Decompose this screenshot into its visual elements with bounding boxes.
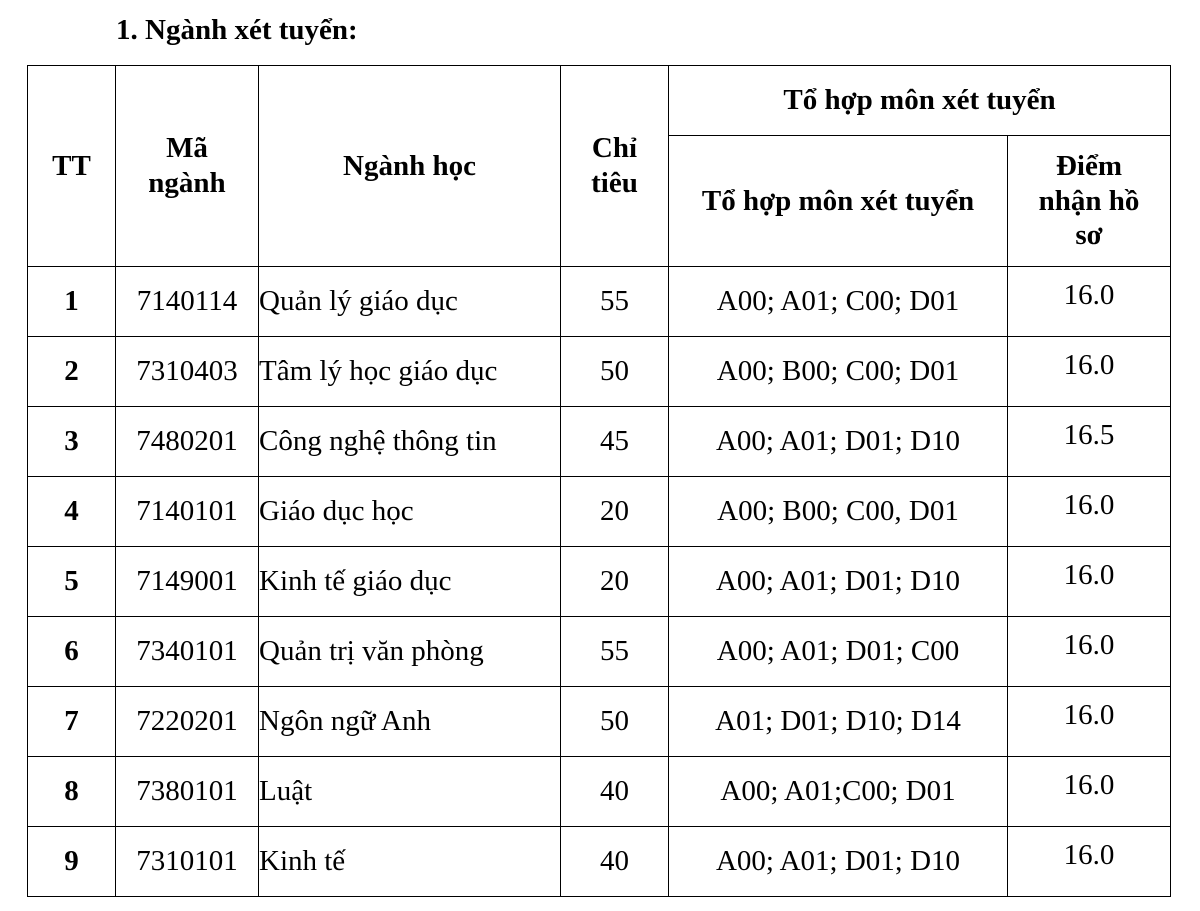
min-score bbox=[1008, 477, 1171, 547]
major-name bbox=[259, 267, 561, 337]
quota-text: 40 bbox=[600, 845, 629, 878]
subject-combos bbox=[669, 547, 1008, 617]
major-name bbox=[259, 617, 561, 687]
header-major-code-text: Mã ngành bbox=[148, 132, 226, 199]
major-name bbox=[259, 337, 561, 407]
quota-text: 45 bbox=[600, 425, 629, 458]
min-score bbox=[1008, 547, 1171, 617]
min-score-text: 16.0 bbox=[1063, 699, 1115, 732]
quota bbox=[561, 617, 669, 687]
major-code-text: 7480201 bbox=[136, 425, 238, 458]
row-number bbox=[28, 407, 116, 477]
major-code bbox=[116, 687, 259, 757]
row-number-text: 7 bbox=[64, 705, 79, 738]
table-row bbox=[28, 477, 1171, 547]
table-row bbox=[28, 407, 1171, 477]
major-code bbox=[116, 407, 259, 477]
major-name-text: Giáo dục học bbox=[259, 495, 414, 528]
subject-combos-text: A00; A01; D01; D10 bbox=[715, 425, 961, 458]
subject-combos-text: A00; B00; C00, D01 bbox=[717, 495, 959, 528]
row-number bbox=[28, 617, 116, 687]
header-major-code bbox=[116, 66, 259, 267]
major-name bbox=[259, 757, 561, 827]
major-code bbox=[116, 617, 259, 687]
major-code-text: 7310101 bbox=[136, 845, 238, 878]
major-name bbox=[259, 407, 561, 477]
major-name-text: Luật bbox=[259, 775, 313, 808]
major-name-text: Tâm lý học giáo dục bbox=[259, 355, 498, 388]
header-quota bbox=[561, 66, 669, 267]
subject-combos bbox=[669, 617, 1008, 687]
row-number-text: 2 bbox=[64, 355, 79, 388]
major-name-text: Kinh tế bbox=[259, 845, 346, 878]
row-number-text: 5 bbox=[64, 565, 79, 598]
header-combos: Tổ hợp môn xét tuyển bbox=[669, 136, 1008, 267]
subject-combos-text: A00; A01; C00; D01 bbox=[716, 285, 960, 318]
quota-text: 20 bbox=[600, 495, 629, 528]
major-name-text: Quản trị văn phòng bbox=[259, 635, 484, 668]
row-number bbox=[28, 477, 116, 547]
header-row-1 bbox=[28, 66, 1171, 136]
table-row bbox=[28, 267, 1171, 337]
min-score-text: 16.0 bbox=[1063, 629, 1115, 662]
header-min-score-text: Điểm nhận hồ sơ bbox=[1038, 149, 1140, 252]
min-score-text: 16.0 bbox=[1063, 349, 1115, 382]
min-score-text: 16.0 bbox=[1063, 279, 1115, 312]
min-score-text: 16.0 bbox=[1063, 839, 1115, 872]
table-row bbox=[28, 617, 1171, 687]
quota-text: 20 bbox=[600, 565, 629, 598]
major-code-text: 7140114 bbox=[136, 285, 238, 318]
quota-text: 50 bbox=[600, 355, 629, 388]
table-row bbox=[28, 687, 1171, 757]
subject-combos-text: A00; A01; D01; C00 bbox=[716, 635, 960, 668]
subject-combos bbox=[669, 337, 1008, 407]
quota-text: 40 bbox=[600, 775, 629, 808]
section-heading: 1. Ngành xét tuyển: bbox=[116, 14, 358, 46]
min-score bbox=[1008, 267, 1171, 337]
header-quota-text: Chỉ tiêu bbox=[591, 132, 638, 199]
subject-combos-text: A00; B00; C00; D01 bbox=[716, 355, 960, 388]
min-score-text: 16.0 bbox=[1063, 769, 1115, 802]
min-score-text: 16.0 bbox=[1063, 489, 1115, 522]
subject-combos bbox=[669, 267, 1008, 337]
subject-combos bbox=[669, 687, 1008, 757]
row-number bbox=[28, 267, 116, 337]
quota-text: 55 bbox=[600, 635, 629, 668]
table-row bbox=[28, 827, 1171, 897]
major-code-text: 7380101 bbox=[136, 775, 238, 808]
admission-majors-table bbox=[27, 65, 1171, 897]
row-number-text: 9 bbox=[64, 845, 79, 878]
major-name-text: Quản lý giáo dục bbox=[259, 285, 458, 318]
min-score bbox=[1008, 617, 1171, 687]
major-code bbox=[116, 477, 259, 547]
min-score-text: 16.0 bbox=[1063, 559, 1115, 592]
min-score bbox=[1008, 407, 1171, 477]
quota-text: 50 bbox=[600, 705, 629, 738]
subject-combos-text: A00; A01;C00; D01 bbox=[720, 775, 956, 808]
major-code-text: 7140101 bbox=[136, 495, 238, 528]
quota bbox=[561, 827, 669, 897]
quota bbox=[561, 267, 669, 337]
subject-combos-text: A00; A01; D01; D10 bbox=[715, 845, 961, 878]
table-row bbox=[28, 757, 1171, 827]
major-name bbox=[259, 477, 561, 547]
row-number-text: 1 bbox=[64, 285, 79, 318]
row-number-text: 8 bbox=[64, 775, 79, 808]
major-code-text: 7149001 bbox=[136, 565, 238, 598]
row-number bbox=[28, 547, 116, 617]
min-score bbox=[1008, 827, 1171, 897]
min-score bbox=[1008, 687, 1171, 757]
min-score bbox=[1008, 757, 1171, 827]
major-code-text: 7340101 bbox=[136, 635, 238, 668]
major-code bbox=[116, 267, 259, 337]
row-number bbox=[28, 757, 116, 827]
row-number bbox=[28, 827, 116, 897]
major-code bbox=[116, 337, 259, 407]
major-name-text: Công nghệ thông tin bbox=[259, 425, 497, 458]
subject-combos bbox=[669, 477, 1008, 547]
subject-combos-text: A00; A01; D01; D10 bbox=[715, 565, 961, 598]
table-row bbox=[28, 547, 1171, 617]
header-subject-group: Tổ hợp môn xét tuyển bbox=[669, 66, 1171, 136]
row-number-text: 6 bbox=[64, 635, 79, 668]
header-major-name: Ngành học bbox=[259, 66, 561, 267]
quota bbox=[561, 687, 669, 757]
subject-combos-text: A01; D01; D10; D14 bbox=[715, 705, 961, 738]
quota-text: 55 bbox=[600, 285, 629, 318]
major-code-text: 7220201 bbox=[136, 705, 238, 738]
quota bbox=[561, 547, 669, 617]
subject-combos bbox=[669, 407, 1008, 477]
quota bbox=[561, 407, 669, 477]
major-code bbox=[116, 757, 259, 827]
min-score-text: 16.5 bbox=[1063, 419, 1115, 452]
row-number-text: 3 bbox=[64, 425, 79, 458]
min-score bbox=[1008, 337, 1171, 407]
quota bbox=[561, 477, 669, 547]
major-code-text: 7310403 bbox=[136, 355, 238, 388]
quota bbox=[561, 757, 669, 827]
major-code bbox=[116, 827, 259, 897]
header-min-score bbox=[1008, 136, 1171, 267]
row-number bbox=[28, 337, 116, 407]
major-name bbox=[259, 827, 561, 897]
header-tt: TT bbox=[28, 66, 116, 267]
major-name-text: Kinh tế giáo dục bbox=[259, 565, 452, 598]
quota bbox=[561, 337, 669, 407]
row-number-text: 4 bbox=[64, 495, 79, 528]
major-name-text: Ngôn ngữ Anh bbox=[259, 705, 432, 738]
subject-combos bbox=[669, 757, 1008, 827]
row-number bbox=[28, 687, 116, 757]
major-name bbox=[259, 687, 561, 757]
subject-combos bbox=[669, 827, 1008, 897]
major-name bbox=[259, 547, 561, 617]
major-code bbox=[116, 547, 259, 617]
table-row bbox=[28, 337, 1171, 407]
